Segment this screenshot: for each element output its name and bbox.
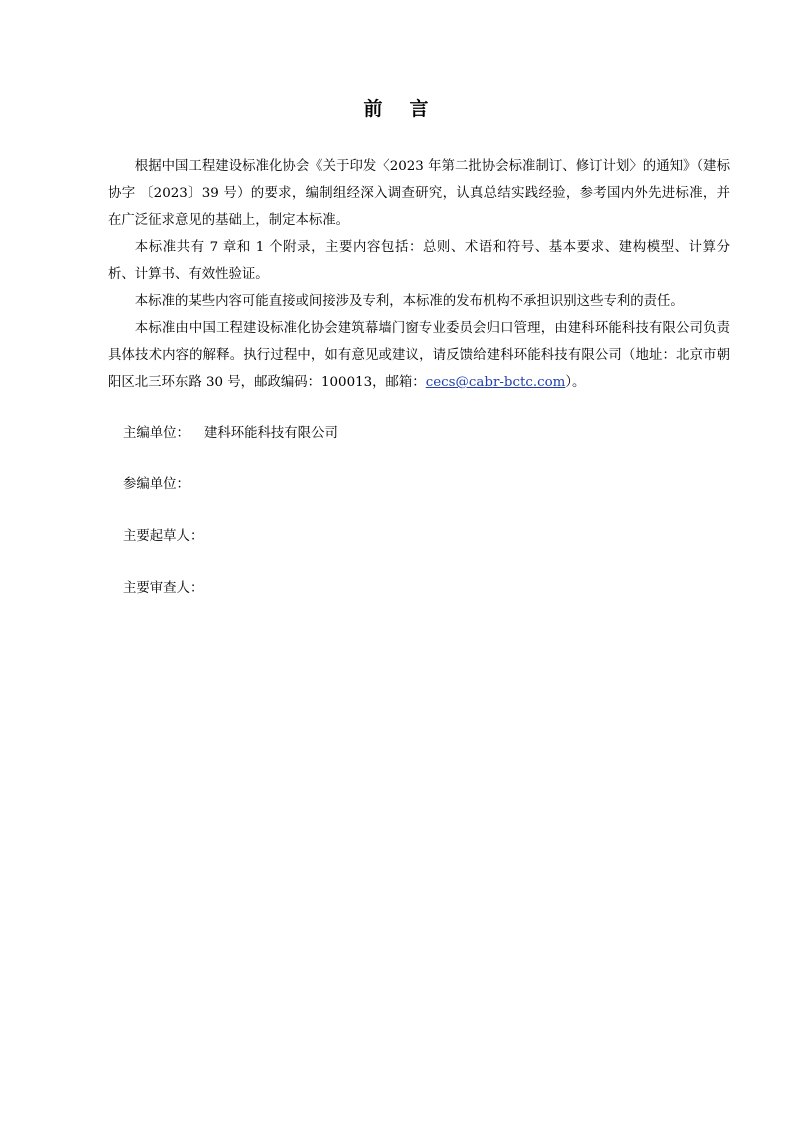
chief-unit-value: 建科环能科技有限公司	[203, 426, 338, 441]
paragraph-patent: 本标准的某些内容可能直接或间接涉及专利，本标准的发布机构不承担识别这些专利的责任。	[134, 294, 684, 309]
participating-unit-row	[123, 475, 190, 495]
paragraph-contents: 本标准共有 7 章和 1 个附录，主要内容包括：总则、术语和符号、基本要求、建构模型、计算分析、计算书、有效性验证。	[108, 240, 730, 282]
chief-unit-row	[123, 424, 338, 444]
reviewers-row	[123, 579, 203, 599]
reviewers-label: 主要审查人：	[123, 581, 204, 596]
paragraph-management	[108, 315, 730, 396]
participating-unit-label: 参编单位：	[123, 477, 190, 492]
chief-unit-label: 主编单位：	[123, 426, 190, 441]
email-link[interactable]: cecs@cabr-bctc.com	[425, 375, 566, 390]
page-title	[0, 94, 793, 121]
management-text-end: ）。	[565, 375, 586, 390]
paragraph-basis: 根据中国工程建设标准化协会《关于印发〈2023 年第二批协会标准制订、修订计划〉的通知》（建标协字 〔2023〕39 号）的要求，编制组经深入调查研究，认真总结实践经验，参考国内外先进标准，并在广泛征求意见的基础上，制定本标准。	[108, 159, 730, 228]
drafters-label: 主要起草人：	[123, 529, 204, 544]
preface-body	[108, 153, 730, 396]
management-text: 本标准由中国工程建设标准化协会建筑幕墙门窗专业委员会归口管理，由建科环能科技有限公司负责具体技术内容的解释。执行过程中，如有意见或建议，请反馈给建科环能科技有限公司（地址：北京市朝阳区北三环东路 30 号，邮政编码：100013，邮箱：	[108, 321, 730, 390]
drafters-row	[123, 527, 203, 547]
title-char-2: 言	[409, 98, 430, 120]
title-char-1: 前	[363, 98, 384, 120]
